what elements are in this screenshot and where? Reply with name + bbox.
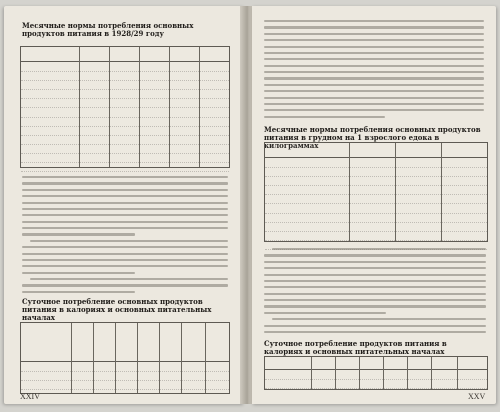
left-page	[4, 6, 244, 404]
right-table-2-header	[265, 357, 487, 370]
right-table-2-rows	[265, 371, 487, 389]
table-row	[21, 81, 229, 90]
table-row	[21, 154, 229, 163]
left-table-1-rows	[21, 63, 229, 172]
table-row	[21, 372, 229, 381]
table-row	[265, 159, 487, 168]
table-row	[21, 145, 229, 154]
table-row	[265, 204, 487, 213]
table-row	[21, 108, 229, 117]
left-table-2	[20, 322, 230, 394]
left-heading-2: Суточное потребление основных продуктов питания в калориях и основных питательных началах	[22, 297, 212, 322]
left-table-2-header	[21, 323, 229, 362]
left-table-1-header	[21, 47, 229, 62]
table-row	[265, 177, 487, 186]
right-body-text	[264, 248, 486, 337]
table-row	[265, 223, 487, 232]
table-row	[21, 381, 229, 390]
left-page-number: XXIV	[20, 392, 40, 401]
right-page-number: XXV	[468, 392, 486, 401]
table-row	[21, 90, 229, 99]
table-row	[21, 163, 229, 172]
right-table-1-header	[265, 143, 487, 158]
table-row	[265, 232, 487, 241]
table-row	[21, 118, 229, 127]
left-table-2-rows	[21, 363, 229, 390]
table-row	[265, 168, 487, 177]
table-row	[21, 136, 229, 145]
table-row	[21, 99, 229, 108]
right-intro-text	[264, 20, 484, 122]
table-row	[265, 186, 487, 195]
right-heading-1: Месячные нормы потребления основных продуктов питания в грудном на 1 взрослого едока в килограммах	[264, 125, 481, 150]
right-table-2	[264, 356, 488, 390]
right-page	[252, 6, 496, 404]
table-row	[21, 72, 229, 81]
table-row	[21, 63, 229, 72]
table-row	[265, 214, 487, 223]
table-row	[265, 380, 487, 389]
table-row	[21, 127, 229, 136]
right-heading-2: Суточное потребление продуктов питания в калориях и основных питательных началах	[264, 339, 447, 356]
table-row	[21, 363, 229, 372]
left-body-text	[22, 176, 228, 297]
left-table-1	[20, 46, 230, 168]
right-table-1	[264, 142, 488, 242]
table-row	[265, 195, 487, 204]
table-row	[265, 371, 487, 380]
left-heading-1: Месячные нормы потребления основных продуктов питания в 1928/29 году	[22, 21, 194, 38]
right-table-1-rows	[265, 159, 487, 250]
